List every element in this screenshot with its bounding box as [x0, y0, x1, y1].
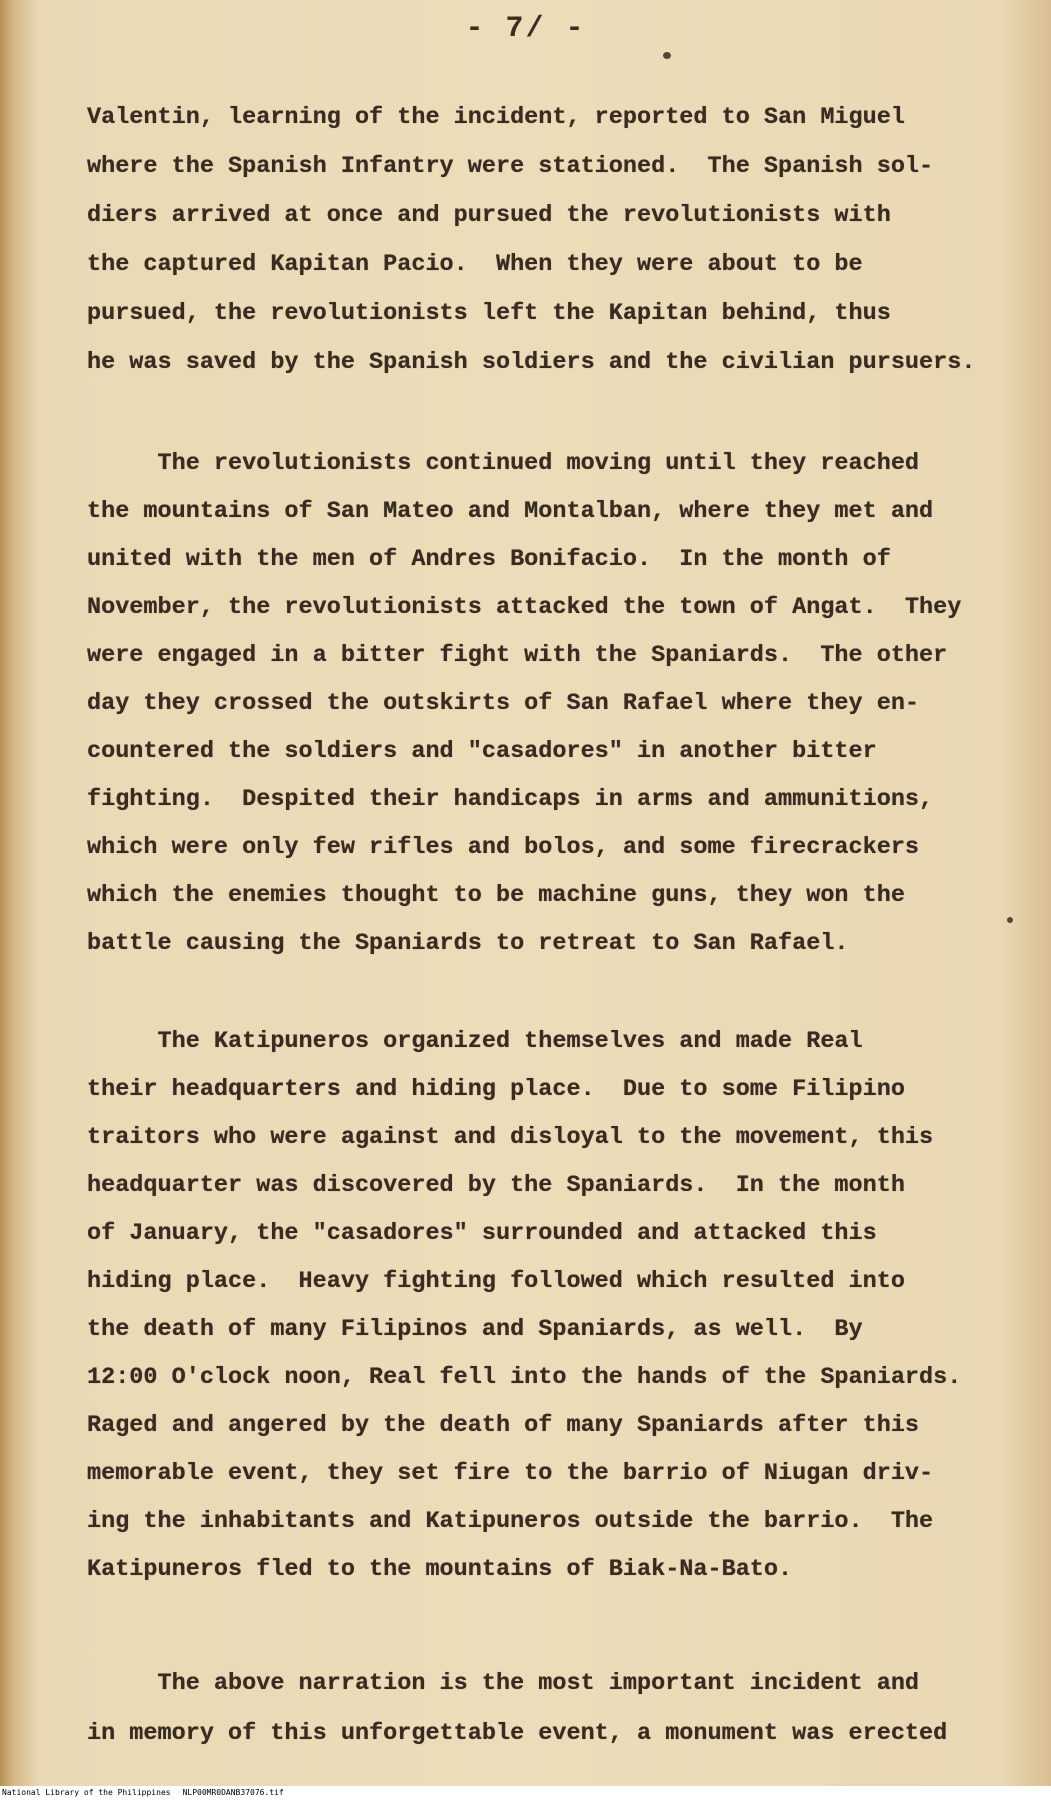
text-line: were engaged in a bitter fight with the Spaniards. The other: [87, 642, 948, 669]
text-line: of January, the "casadores" surrounded and attacked this: [87, 1220, 877, 1247]
text-line: the death of many Filipinos and Spaniards, as well. By: [87, 1316, 863, 1343]
text-line: November, the revolutionists attacked the town of Angat. They: [87, 594, 962, 621]
text-line: 12:00 O'clock noon, Real fell into the hands of the Spaniards.: [87, 1364, 962, 1391]
text-line: countered the soldiers and "casadores" in another bitter: [87, 738, 877, 765]
ink-speck: [663, 52, 671, 59]
paragraph-2: [87, 440, 1007, 968]
paragraph-1: [87, 93, 1007, 387]
text-line: fighting. Despited their handicaps in arms and ammunitions,: [87, 786, 934, 813]
text-line: memorable event, they set fire to the barrio of Niugan driv-: [87, 1460, 934, 1487]
ink-speck: [1007, 917, 1013, 923]
text-line: The revolutionists continued moving until they reached: [87, 450, 920, 477]
text-line: The above narration is the most important incident and: [87, 1670, 920, 1697]
text-line: Katipuneros fled to the mountains of Biak-Na-Bato.: [87, 1556, 793, 1583]
text-line: The Katipuneros organized themselves and made Real: [87, 1028, 863, 1055]
text-line: battle causing the Spaniards to retreat to San Rafael.: [87, 930, 849, 957]
text-line: their headquarters and hiding place. Due to some Filipino: [87, 1076, 905, 1103]
text-line: hiding place. Heavy fighting followed which resulted into: [87, 1268, 905, 1295]
text-line: in memory of this unforgettable event, a monument was erected: [87, 1720, 948, 1747]
paragraph-3: [87, 1018, 1007, 1594]
text-line: where the Spanish Infantry were stationed. The Spanish sol-: [87, 153, 934, 180]
text-line: the captured Kapitan Pacio. When they were about to be: [87, 251, 863, 278]
paragraph-4: [87, 1659, 1007, 1759]
text-line: united with the men of Andres Bonifacio. In the month of: [87, 546, 891, 573]
footer-filename: NLP00MR0DANB37076.tif: [182, 1788, 284, 1797]
text-line: the mountains of San Mateo and Montalban, where they met and: [87, 498, 934, 525]
text-line: pursued, the revolutionists left the Kapitan behind, thus: [87, 300, 891, 327]
text-line: ing the inhabitants and Katipuneros outside the barrio. The: [87, 1508, 934, 1535]
text-line: traitors who were against and disloyal to the movement, this: [87, 1124, 934, 1151]
page-number: - 7/ -: [465, 12, 586, 46]
text-line: diers arrived at once and pursued the revolutionists with: [87, 202, 891, 229]
text-line: Valentin, learning of the incident, reported to San Miguel: [87, 104, 905, 131]
footer-library: National Library of the Philippines: [2, 1788, 171, 1797]
text-line: headquarter was discovered by the Spaniards. In the month: [87, 1172, 905, 1199]
text-line: he was saved by the Spanish soldiers and the civilian pursuers.: [87, 349, 976, 376]
text-line: which were only few rifles and bolos, and some firecrackers: [87, 834, 920, 861]
text-line: Raged and angered by the death of many Spaniards after this: [87, 1412, 920, 1439]
scan-footer: [0, 1786, 1051, 1800]
text-line: which the enemies thought to be machine guns, they won the: [87, 882, 905, 909]
text-line: day they crossed the outskirts of San Rafael where they en-: [87, 690, 920, 717]
